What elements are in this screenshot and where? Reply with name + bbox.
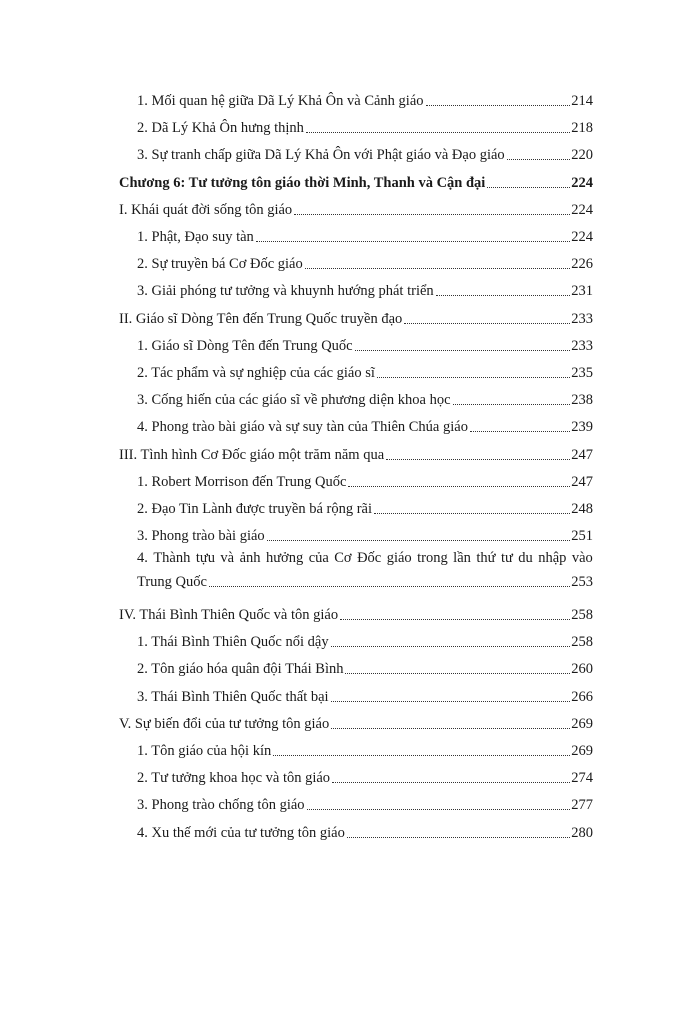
toc-entry-title: 1. Thái Bình Thiên Quốc nổi dậy — [137, 634, 329, 650]
toc-entry-page-number: 253 — [571, 574, 593, 590]
toc-entry-page-number: 258 — [571, 634, 593, 650]
dot-leader — [305, 268, 571, 269]
toc-entry-page-number: 214 — [571, 93, 593, 109]
toc-entry-title: 3. Phong trào bài giáo — [137, 528, 265, 544]
dot-leader — [507, 159, 571, 160]
toc-entry-title: 2. Tư tưởng khoa học và tôn giáo — [137, 770, 331, 786]
toc-entry[interactable] — [137, 684, 593, 706]
toc-entry-title: 3. Giải phóng tư tưởng và khuynh hướng phát triển — [137, 283, 434, 299]
toc-entry-title: 2. Tôn giáo hóa quân đội Thái Bình — [137, 661, 344, 677]
toc-entry-page-number: 247 — [571, 447, 593, 463]
toc-entry[interactable] — [137, 656, 593, 678]
toc-entry[interactable] — [137, 333, 593, 355]
toc-entry-page-number: 269 — [571, 743, 593, 759]
toc-entry[interactable] — [137, 546, 593, 594]
dot-leader — [377, 377, 570, 378]
dot-leader — [331, 728, 570, 729]
toc-entry-page-number: 220 — [571, 147, 593, 163]
dot-leader — [267, 540, 571, 541]
toc-entry-word: nhập — [538, 550, 567, 566]
toc-entry-word: và — [220, 550, 235, 566]
toc-entry-title: 1. Robert Morrison đến Trung Quốc — [137, 474, 347, 490]
toc-entry-title: 3. Cống hiến của các giáo sĩ về phương diện khoa học — [137, 392, 451, 408]
toc-entry[interactable] — [137, 251, 593, 273]
toc-entry-page-number: 231 — [571, 283, 593, 299]
toc-entry-word: của — [308, 550, 329, 566]
toc-section-entry[interactable] — [119, 602, 593, 624]
dot-leader — [355, 350, 571, 351]
toc-entry[interactable] — [137, 224, 593, 246]
toc-entry-word: vào — [571, 550, 593, 566]
toc-entry[interactable] — [137, 496, 593, 518]
toc-entry[interactable] — [137, 738, 593, 760]
toc-entry-page-number: 233 — [571, 311, 593, 327]
toc-entry-title: 3. Thái Bình Thiên Quốc thất bại — [137, 689, 329, 705]
toc-entry-title: 1. Giáo sĩ Dòng Tên đến Trung Quốc — [137, 338, 353, 354]
toc-entry-word: Cơ — [334, 550, 352, 566]
toc-entry-title: Chương 6: Tư tưởng tôn giáo thời Minh, Thanh và Cận đại — [119, 175, 486, 191]
dot-leader — [256, 241, 570, 242]
toc-entry-word: ảnh — [239, 550, 261, 566]
toc-entry[interactable] — [137, 115, 593, 137]
toc-entry-page-number: 260 — [571, 661, 593, 677]
toc-entry[interactable] — [137, 387, 593, 409]
toc-entry-title: 1. Tôn giáo của hội kín — [137, 743, 272, 759]
toc-entry-page-number: 235 — [571, 365, 593, 381]
toc-entry[interactable] — [137, 469, 593, 491]
dot-leader — [347, 837, 570, 838]
toc-entry[interactable] — [137, 765, 593, 787]
dot-leader — [209, 586, 570, 587]
toc-entry[interactable] — [137, 820, 593, 842]
toc-entry[interactable] — [137, 360, 593, 382]
dot-leader — [426, 105, 571, 106]
dot-leader — [348, 486, 570, 487]
toc-entry-page-number: 238 — [571, 392, 593, 408]
toc-entry-page-number: 280 — [571, 825, 593, 841]
toc-entry-title: 2. Đạo Tin Lành được truyền bá rộng rãi — [137, 501, 373, 517]
dot-leader — [345, 673, 570, 674]
dot-leader — [340, 619, 570, 620]
toc-entry[interactable] — [137, 523, 593, 545]
toc-entry-title-line2: Trung Quốc — [137, 574, 207, 590]
toc-entry-title: 4. Phong trào bài giáo và sự suy tàn của Thiên Chúa giáo — [137, 419, 468, 435]
dot-leader — [306, 132, 570, 133]
dot-leader — [273, 755, 570, 756]
toc-entry-page-number: 251 — [571, 528, 593, 544]
dot-leader — [332, 782, 570, 783]
toc-entry-title: 2. Dã Lý Khả Ôn hưng thịnh — [137, 120, 304, 136]
toc-entry-title: V. Sự biến đổi của tư tưởng tôn giáo — [119, 716, 330, 732]
dot-leader — [331, 701, 571, 702]
toc-entry-title: 4. Xu thế mới của tư tưởng tôn giáo — [137, 825, 345, 841]
toc-entry-page-number: 224 — [571, 175, 593, 191]
toc-entry-word: thứ — [476, 550, 496, 566]
toc-entry-page-number: 218 — [571, 120, 593, 136]
dot-leader — [487, 187, 570, 188]
toc-entry-page-number: 224 — [571, 229, 593, 245]
dot-leader — [453, 404, 571, 405]
toc-entry-title: 3. Sự tranh chấp giữa Dã Lý Khả Ôn với Phật giáo và Đạo giáo — [137, 147, 505, 163]
dot-leader — [294, 214, 570, 215]
toc-entry-word: 4. — [137, 550, 148, 566]
toc-entry-word: giáo — [386, 550, 412, 566]
dot-leader — [404, 323, 570, 324]
toc-entry-word: lần — [453, 550, 471, 566]
toc-entry-title: IV. Thái Bình Thiên Quốc và tôn giáo — [119, 607, 339, 623]
toc-entry-word: trong — [417, 550, 448, 566]
toc-entry-page-number: 233 — [571, 338, 593, 354]
toc-entry-page-number: 277 — [571, 797, 593, 813]
toc-entry-word: tựu — [195, 550, 215, 566]
toc-entry-title: I. Khái quát đời sống tôn giáo — [119, 202, 293, 218]
toc-chapter-heading[interactable] — [119, 170, 593, 192]
toc-entry-word: Đốc — [357, 550, 382, 566]
dot-leader — [386, 459, 570, 460]
toc-entry-title: 3. Phong trào chống tôn giáo — [137, 797, 305, 813]
toc-entry-page-number: 248 — [571, 501, 593, 517]
toc-entry-title-line1 — [137, 546, 593, 570]
toc-entry-page-number: 269 — [571, 716, 593, 732]
toc-entry-page-number: 247 — [571, 474, 593, 490]
toc-entry[interactable] — [137, 278, 593, 300]
toc-entry-title: II. Giáo sĩ Dòng Tên đến Trung Quốc truyền đạo — [119, 311, 403, 327]
dot-leader — [307, 809, 571, 810]
toc-entry-page-number: 226 — [571, 256, 593, 272]
toc-entry-title: III. Tình hình Cơ Đốc giáo một trăm năm qua — [119, 447, 385, 463]
toc-entry[interactable] — [137, 142, 593, 164]
toc-entry-page-number: 266 — [571, 689, 593, 705]
dot-leader — [436, 295, 571, 296]
toc-entry-title: 1. Phật, Đạo suy tàn — [137, 229, 254, 245]
toc-entry[interactable] — [137, 414, 593, 436]
toc-entry-title: 2. Sự truyền bá Cơ Đốc giáo — [137, 256, 303, 272]
toc-entry[interactable] — [137, 792, 593, 814]
toc-entry-page-number: 274 — [571, 770, 593, 786]
toc-section-entry[interactable] — [119, 442, 593, 464]
dot-leader — [470, 431, 570, 432]
toc-entry[interactable] — [137, 88, 593, 110]
toc-entry-page-number: 239 — [571, 419, 593, 435]
dot-leader — [331, 646, 571, 647]
toc-entry-word: tư — [500, 550, 513, 566]
toc-entry[interactable] — [137, 629, 593, 651]
toc-entry-word: Thành — [153, 550, 191, 566]
toc-entry-word: hưởng — [265, 550, 304, 566]
toc-entry-word: du — [518, 550, 533, 566]
toc-entry-page-number: 224 — [571, 202, 593, 218]
toc-entry-page-number: 258 — [571, 607, 593, 623]
toc-entry-title: 2. Tác phẩm và sự nghiệp của các giáo sĩ — [137, 365, 375, 381]
toc-entry-title: 1. Mối quan hệ giữa Dã Lý Khả Ôn và Cảnh giáo — [137, 93, 424, 109]
dot-leader — [374, 513, 570, 514]
toc-section-entry[interactable] — [119, 711, 593, 733]
toc-section-entry[interactable] — [119, 197, 593, 219]
toc-section-entry[interactable] — [119, 306, 593, 328]
